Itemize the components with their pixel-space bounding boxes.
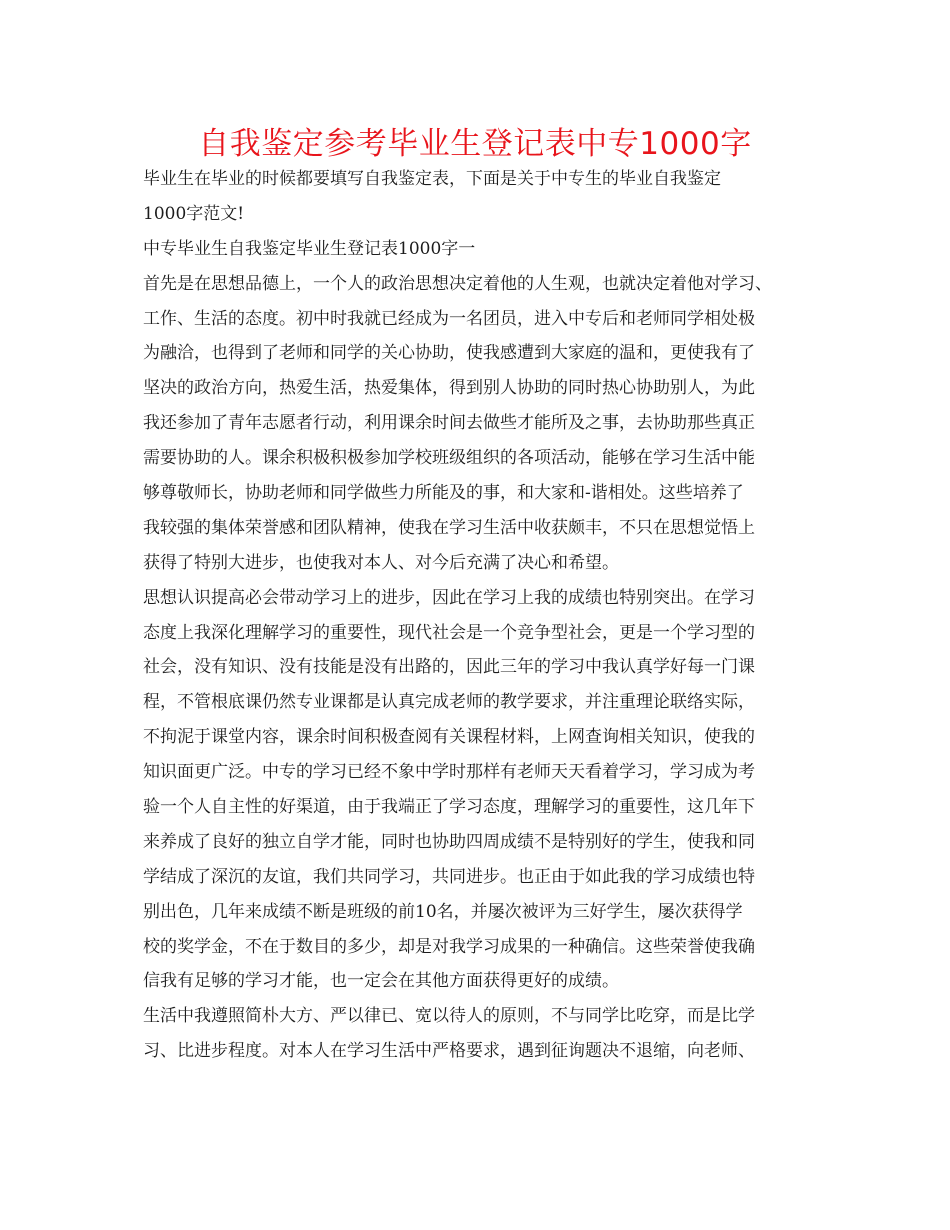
body-line: 我还参加了青年志愿者行动，利用课余时间去做些才能所及之事，去协助那些真正 (143, 413, 755, 434)
body-line: 思想认识提高必会带动学习上的进步，因此在学习上我的成绩也特别突出。在学习 (143, 587, 755, 608)
body-line: 坚决的政治方向，热爱生活，热爱集体，得到别人协助的同时热心协助别人，为此 (143, 378, 755, 399)
body-line: 习、比进步程度。对本人在学习生活中严格要求，遇到征询题决不退缩，向老师、 (143, 1041, 755, 1062)
body-line: 知识面更广泛。中专的学习已经不象中学时那样有老师天天看着学习，学习成为考 (143, 762, 755, 783)
body-line: 首先是在思想品德上，一个人的政治思想决定着他的人生观，也就决定着他对学习、 (143, 273, 772, 294)
document-body (143, 162, 843, 1069)
body-line: 生活中我遵照简朴大方、严以律已、宽以待人的原则，不与同学比吃穿，而是比学 (143, 1006, 755, 1027)
body-line: 学结成了深沉的友谊，我们共同学习，共同进步。也正由于如此我的学习成绩也特 (143, 866, 755, 887)
body-line: 不拘泥于课堂内容，课余时间积极查阅有关课程材料，上网查询相关知识，使我的 (143, 727, 755, 748)
section-heading: 中专毕业生自我鉴定毕业生登记表1000字一 (143, 238, 476, 259)
body-line: 程，不管根底课仍然专业课都是认真完成老师的教学要求，并注重理论联络实际， (143, 692, 755, 713)
body-line: 校的奖学金，不在于数目的多少，却是对我学习成果的一种确信。这些荣誉使我确 (143, 936, 755, 957)
body-line: 社会，没有知识、没有技能是没有出路的，因此三年的学习中我认真学好每一门课 (143, 657, 755, 678)
body-line: 工作、生活的态度。初中时我就已经成为一名团员，进入中专后和老师同学相处极 (143, 308, 755, 329)
body-line: 信我有足够的学习才能，也一定会在其他方面获得更好的成绩。 (143, 971, 619, 992)
body-line: 验一个人自主性的好渠道，由于我端正了学习态度，理解学习的重要性，这几年下 (143, 797, 755, 818)
body-line: 别出色，几年来成绩不断是班级的前10名，并屡次被评为三好学生，屡次获得学 (143, 901, 743, 922)
body-line: 需要协助的人。课余积极积极参加学校班级组织的各项活动，能够在学习生活中能 (143, 448, 755, 469)
body-line: 来养成了良好的独立自学才能，同时也协助四周成绩不是特别好的学生，使我和同 (143, 831, 755, 852)
body-line: 获得了特别大进步，也使我对本人、对今后充满了决心和希望。 (143, 552, 619, 573)
body-line: 毕业生在毕业的时候都要填写自我鉴定表，下面是关于中专生的毕业自我鉴定 (143, 169, 721, 189)
document-title: 自我鉴定参考毕业生登记表中专1000字 (198, 126, 752, 162)
body-line: 1000字范文! (143, 203, 245, 224)
body-line: 我较强的集体荣誉感和团队精神，使我在学习生活中收获颇丰，不只在思想觉悟上 (143, 517, 755, 538)
body-line: 为融洽，也得到了老师和同学的关心协助，使我感遭到大家庭的温和，更使我有了 (143, 343, 755, 364)
body-line: 态度上我深化理解学习的重要性，现代社会是一个竞争型社会，更是一个学习型的 (143, 622, 755, 643)
body-line: 够尊敬师长，协助老师和同学做些力所能及的事，和大家和-谐相处。这些培养了 (143, 483, 744, 504)
